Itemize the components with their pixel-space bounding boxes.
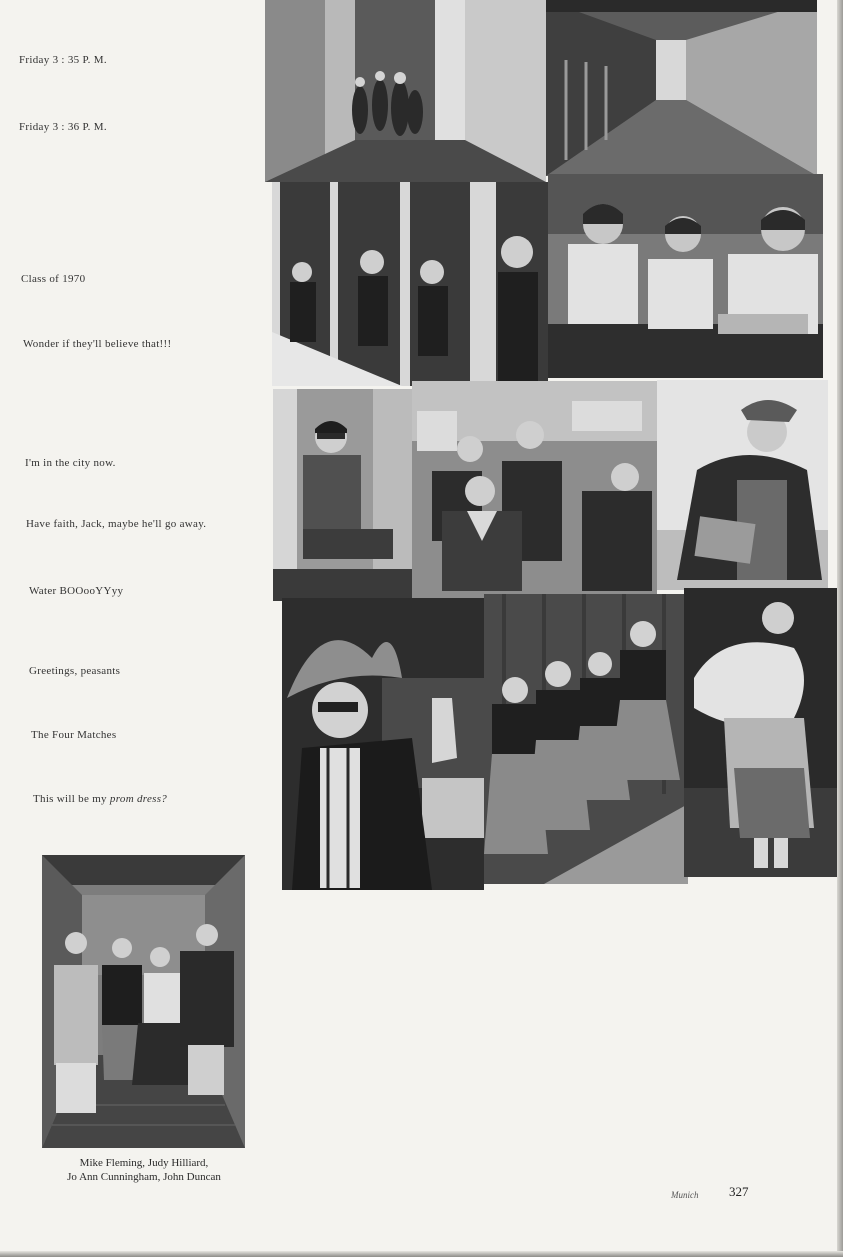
caption-friday-336: Friday 3 : 36 P. M. — [19, 121, 107, 133]
caption-four-matches: The Four Matches — [31, 729, 117, 741]
photo-empty-corridor — [546, 0, 817, 176]
photo-boy-in-costume-hat — [282, 598, 484, 890]
folio-label: Munich — [671, 1190, 699, 1200]
photo-three-girls-table — [548, 174, 823, 378]
photo-hallway-crowd — [265, 0, 546, 182]
page-bottom-edge — [0, 1251, 843, 1257]
page-right-edge — [837, 0, 843, 1257]
photo-group-of-boys — [412, 381, 657, 598]
caption-prom-dress-prefix: This will be my — [33, 793, 110, 805]
photo-boy-with-glasses-seated — [273, 389, 412, 601]
caption-prom-dress-emphasis: prom dress? — [109, 793, 168, 805]
photo-boy-with-cap-and-books — [657, 380, 828, 590]
caption-friday-335: Friday 3 : 35 P. M. — [19, 54, 107, 66]
caption-prom-dress — [33, 793, 167, 805]
group-photo-caption-line2: Jo Ann Cunningham, John Duncan — [67, 1171, 221, 1183]
caption-wonder-believe: Wonder if they'll believe that!!! — [23, 338, 172, 350]
photo-four-students-hallway — [42, 855, 245, 1148]
group-photo-caption-line1: Mike Fleming, Judy Hilliard, — [79, 1157, 209, 1169]
photo-four-girls-skirts — [484, 594, 688, 884]
caption-water-booyy: Water BOOooYYyy — [29, 585, 124, 597]
photo-girl-carrying-clothes — [684, 588, 837, 877]
caption-class-of-1970: Class of 1970 — [21, 273, 86, 285]
caption-greetings-peasants: Greetings, peasants — [29, 665, 121, 677]
caption-city-now: I'm in the city now. — [25, 457, 116, 469]
group-photo-caption — [44, 1156, 244, 1184]
caption-have-faith: Have faith, Jack, maybe he'll go away. — [26, 518, 207, 530]
photo-girls-at-window — [272, 182, 548, 386]
page-number: 327 — [729, 1184, 749, 1199]
